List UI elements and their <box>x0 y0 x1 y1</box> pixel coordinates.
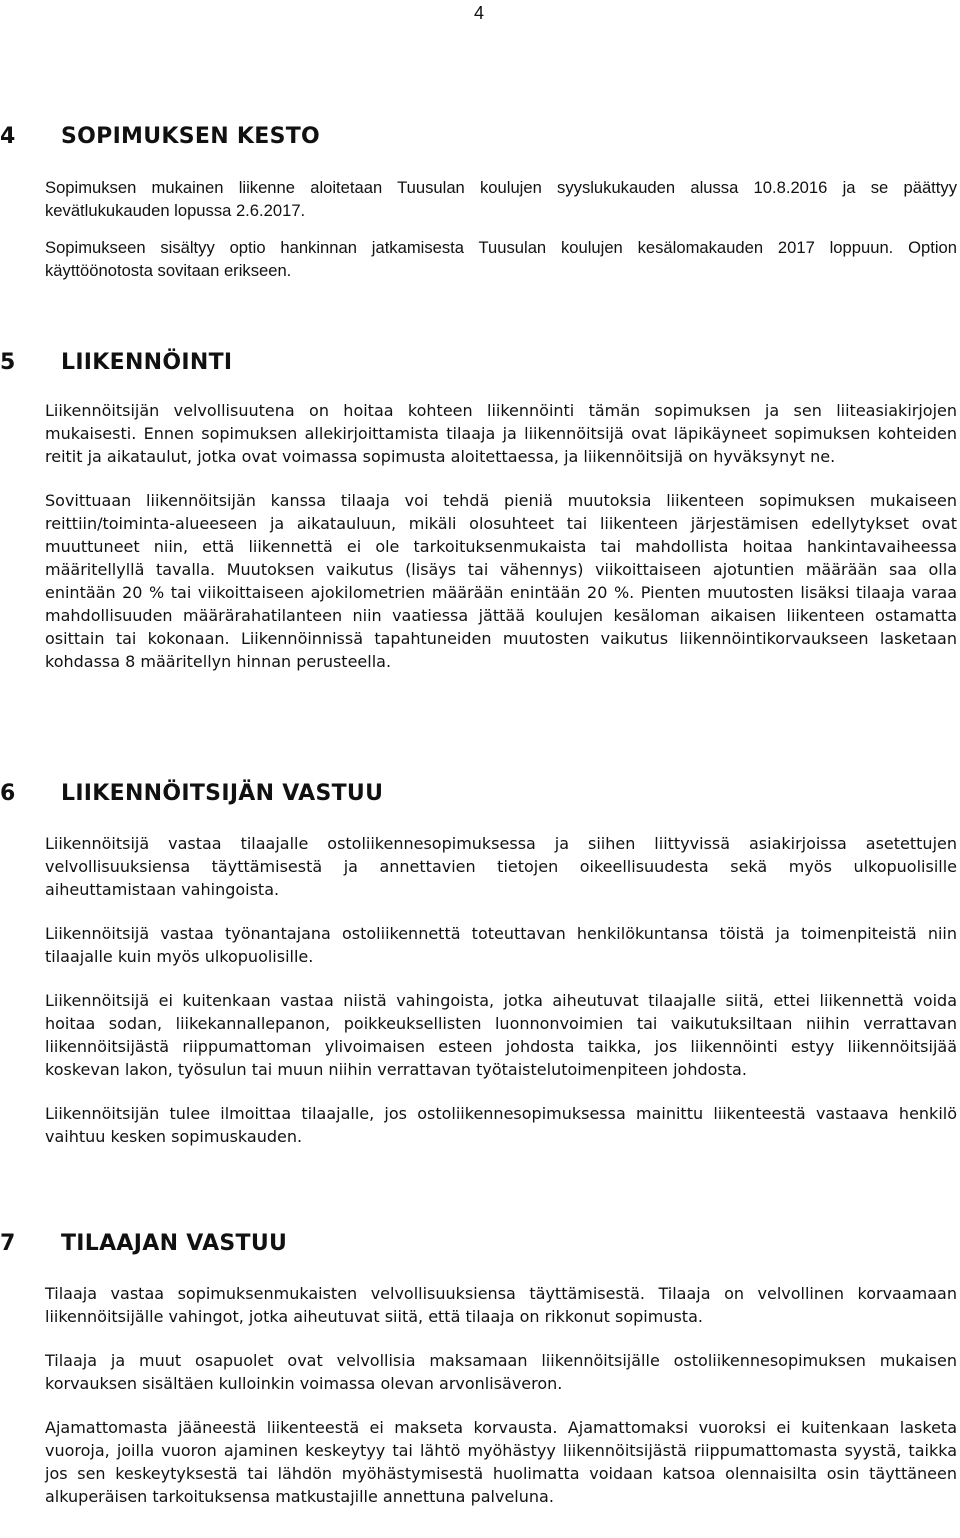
paragraph: Sopimukseen sisältyy optio hankinnan jatkamisesta Tuusulan koulujen kesälomakauden 2017 loppuun. Option käyttöönotosta sovitaan erikseen. <box>45 238 957 280</box>
section-number: 4 <box>0 124 16 149</box>
paragraph: Sovittuaan liikennöitsijän kanssa tilaaja voi tehdä pieniä muutoksia liikenteen sopimuksen mukaiseen reittiin/toiminta-alueeseen ja aikatauluun, mikäli olosuhteet tai liikenteen järjestämisen edellytykset ovat muuttuneet niin, että liikennettä ei ole tarkoituksenmukaista tai mahdollista hoitaa hankintavaiheessa määritellyllä tavalla. Muutoksen vaikutus (lisäys tai vähennys) viikoittaiseen ajotuntien määrään saa olla enintään 20 % tai viikoittaiseen ajokilometrien määrään enintään 20 %. Pienten muutosten lisäksi tilaaja varaa mahdollisuuden määrärahatilanteen niin vaatiessa jättää koulujen kesäloman aikaisen liikenteen ostamatta osittain tai kokonaan. Liikennöinnissä tapahtuneiden muutosten vaikutus liikennöintikorvaukseen lasketaan kohdassa 8 määritellyn hinnan perusteella. <box>45 491 957 671</box>
paragraph: Liikennöitsijä vastaa tilaajalle ostoliikennesopimuksessa ja siihen liittyvissä asiakirjoissa asetettujen velvollisuuksiensa täyttämisestä ja annettavien tietojen oikeellisuudesta sekä myös ulkopuolisille aiheuttamistaan vahingoista. <box>45 834 957 899</box>
section-6 <box>0 779 960 1148</box>
paragraph: Sopimuksen mukainen liikenne aloitetaan Tuusulan koulujen syyslukukauden alussa 10.8.2016 ja se päättyy kevätlukukauden lopussa 2.6.2017. <box>45 178 957 220</box>
section-heading <box>0 1229 960 1259</box>
paragraph: Liikennöitsijän velvollisuutena on hoitaa kohteen liikennöinti tämän sopimuksen ja sen liiteasiakirjojen mukaisesti. Ennen sopimuksen allekirjoittamista tilaaja ja liikennöitsijä ovat läpikäyneet sopimuksen kohteiden reitit ja aikataulut, jotka ovat voimassa sopimusta aloitettaessa, ja liikennöitsijä on hyväksynyt ne. <box>45 401 957 466</box>
section-4 <box>0 122 960 282</box>
section-5 <box>0 348 960 673</box>
paragraph: Liikennöitsijän tulee ilmoittaa tilaajalle, jos ostoliikennesopimuksessa mainittu liikenteestä vastaava henkilö vaihtuu kesken sopimuskauden. <box>45 1104 957 1146</box>
section-7 <box>0 1229 960 1508</box>
section-number: 6 <box>0 781 16 806</box>
section-title: LIIKENNÖITSIJÄN VASTUU <box>61 781 384 806</box>
section-title: TILAAJAN VASTUU <box>61 1231 288 1256</box>
section-number: 5 <box>0 350 16 375</box>
paragraph: Tilaaja vastaa sopimuksenmukaisten velvollisuuksiensa täyttämisestä. Tilaaja on velvollinen korvaamaan liikennöitsijälle vahingot, jotka aiheutuvat siitä, että tilaaja on rikkonut sopimusta. <box>45 1284 957 1326</box>
section-heading <box>0 779 960 809</box>
section-title: SOPIMUKSEN KESTO <box>61 124 321 149</box>
paragraph: Liikennöitsijä vastaa työnantajana ostoliikennettä toteuttavan henkilökuntansa töistä ja toimenpiteistä niin tilaajalle kuin myös ulkopuolisille. <box>45 924 957 966</box>
paragraph: Tilaaja ja muut osapuolet ovat velvollisia maksamaan liikennöitsijälle ostoliikennesopimuksen mukaisen korvauksen sisältäen kulloinkin voimassa olevan arvonlisäveron. <box>45 1351 957 1393</box>
section-number: 7 <box>0 1231 16 1256</box>
section-title: LIIKENNÖINTI <box>61 350 233 375</box>
section-heading <box>0 122 960 152</box>
page-number: 4 <box>474 3 485 23</box>
section-heading <box>0 348 960 378</box>
paragraph: Ajamattomasta jääneestä liikenteestä ei makseta korvausta. Ajamattomaksi vuoroksi ei kuitenkaan lasketa vuoroja, joilla vuoron ajaminen keskeytyy tai lähtö myöhästyy liikennöitsijästä riippumattomasta syystä, taikka jos sen keskeytyksestä tai lähdön myöhästymisestä huolimatta voidaan katsoa olennaisilta osin täyttäneen alkuperäisen tarkoituksensa matkustajille annettuna palveluna. <box>45 1418 957 1506</box>
paragraph: Liikennöitsijä ei kuitenkaan vastaa niistä vahingoista, jotka aiheutuvat tilaajalle siitä, ettei liikennettä voida hoitaa sodan, liikekannallepanon, poikkeuksellisten luonnonvoimien tai vaikutuksiltaan niihin verrattavan liikennöitsijästä riippumattoman ylivoimaisen esteen johdosta taikka, jos liikennöinti estyy liikennöitsijää koskevan lakon, työsulun tai muun niihin verrattavan työtaistelutoimenpiteen johdosta. <box>45 991 957 1079</box>
